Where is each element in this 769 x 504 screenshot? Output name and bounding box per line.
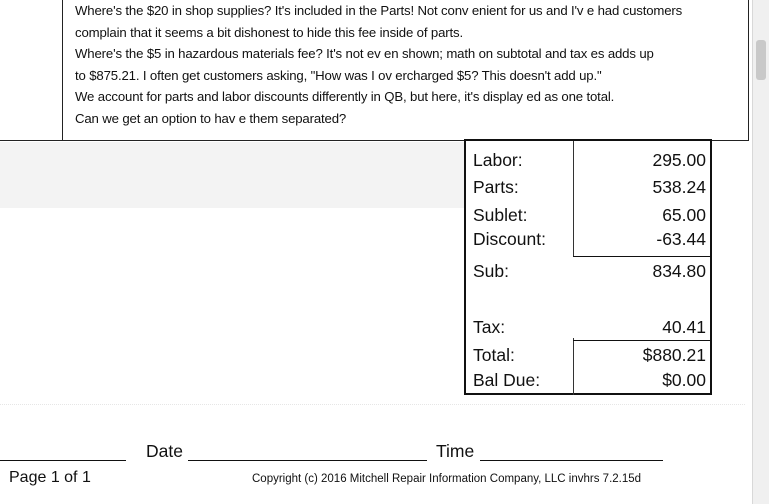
vertical-scrollbar[interactable] [752, 0, 769, 504]
date-line [188, 460, 427, 461]
date-label: Date [146, 441, 183, 461]
subtotal-rule [573, 256, 710, 257]
comments-text [75, 0, 745, 130]
baldue-label: Bal Due: [473, 370, 541, 390]
shaded-area [0, 142, 465, 208]
discount-label: Discount: [473, 229, 546, 249]
total-value: $880.21 [642, 345, 706, 365]
sub-value: 834.80 [652, 261, 706, 281]
parts-label: Parts: [473, 177, 519, 197]
discount-value: -63.44 [656, 229, 706, 249]
comment-line: Where's the $20 in shop supplies? It's included in the Parts! Not conv enient for us and I'v e had customers [75, 3, 683, 18]
comment-line: Where's the $5 in hazardous materials fee? It's not ev en shown; math on subtotal and tax es adds up [75, 46, 654, 62]
scrollbar-thumb[interactable] [756, 40, 766, 80]
comment-line: to $875.21. I often get customers asking, "How was I ov ercharged $5? This doesn't add up." [75, 67, 602, 83]
labor-value: 295.00 [652, 150, 706, 170]
comment-line: complain that it seems a bit dishonest to hide this fee inside of parts. [75, 24, 463, 40]
comments-divider [62, 0, 63, 140]
totals-divider [573, 338, 574, 395]
total-label: Total: [473, 345, 515, 365]
time-label: Time [436, 441, 475, 461]
faint-separator [0, 404, 745, 405]
tax-label: Tax: [473, 317, 506, 337]
total-rule [573, 340, 710, 341]
comments-box [0, 0, 749, 141]
time-line [480, 460, 663, 461]
totals-divider [573, 141, 574, 256]
sublet-value: 65.00 [662, 205, 706, 225]
sublet-label: Sublet: [473, 205, 528, 225]
tax-value: 40.41 [662, 317, 706, 337]
copyright-text: Copyright (c) 2016 Mitchell Repair Information Company, LLC invhrs 7.2.15d [252, 473, 642, 485]
page-number: Page 1 of 1 [9, 469, 91, 486]
sub-label: Sub: [473, 261, 509, 281]
labor-label: Labor: [473, 150, 523, 170]
signature-line [0, 460, 126, 461]
parts-value: 538.24 [652, 177, 706, 197]
totals-box [464, 139, 712, 395]
baldue-value: $0.00 [662, 370, 706, 390]
comment-line: Can we get an option to hav e them separated? [75, 110, 347, 126]
comment-line: We account for parts and labor discounts differently in QB, but here, it's display ed as one total. [75, 89, 615, 105]
